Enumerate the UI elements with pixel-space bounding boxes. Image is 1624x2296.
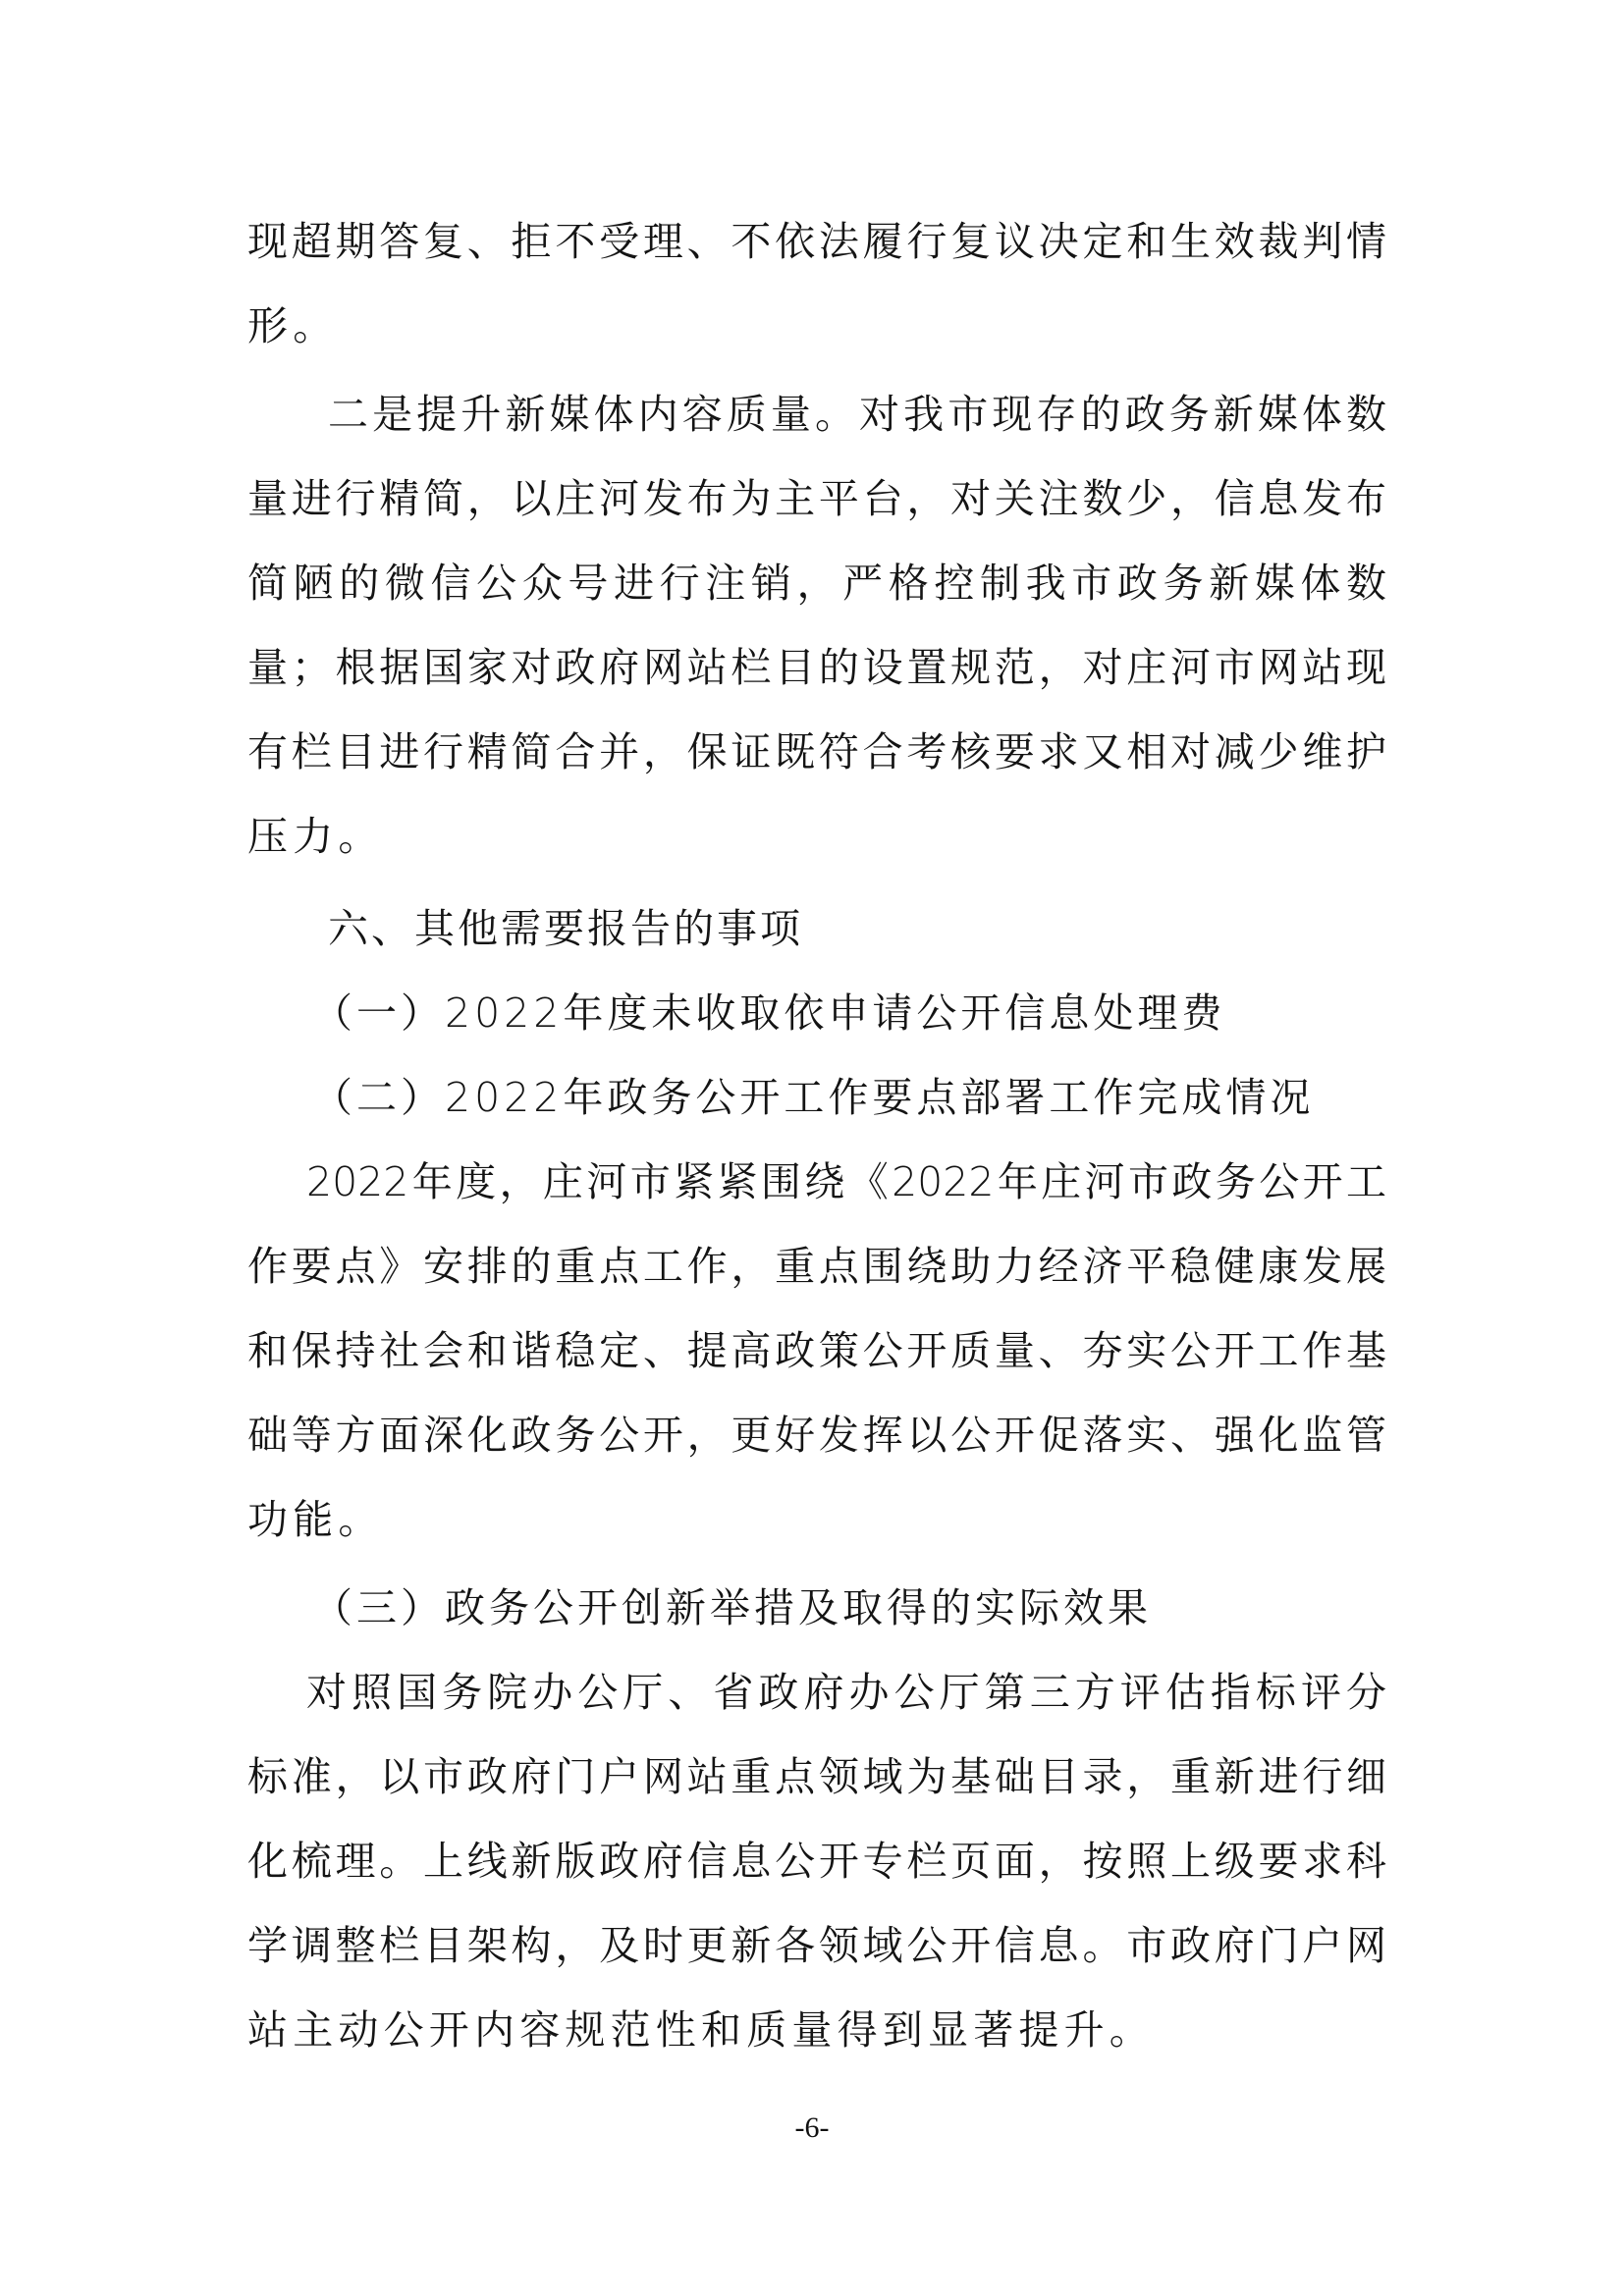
body-text-line: 学调整栏目架构，及时更新各领域公开信息。市政府门户网	[247, 1922, 1386, 1969]
body-text-line: 形。	[247, 302, 339, 349]
section-heading: 六、其他需要报告的事项	[328, 905, 803, 952]
body-text-line: 作要点》安排的重点工作，重点围绕助力经济平稳健康发展	[247, 1243, 1386, 1290]
body-text-line: 对照国务院办公厅、省政府办公厅第三方评估指标评分	[306, 1669, 1386, 1716]
subsection-heading: （一）2022年度未收取依申请公开信息处理费	[312, 989, 1226, 1037]
body-text-line: 站主动公开内容规范性和质量得到显著提升。	[247, 2006, 1155, 2054]
subsection-heading: （三）政务公开创新举措及取得的实际效果	[312, 1584, 1152, 1631]
body-text-line: 2022年度，庄河市紧紧围绕《2022年庄河市政务公开工	[306, 1158, 1386, 1205]
body-text-line: 现超期答复、拒不受理、不依法履行复议决定和生效裁判情	[247, 218, 1386, 265]
body-text-line: 量进行精简，以庄河发布为主平台，对关注数少，信息发布	[247, 475, 1386, 522]
body-text-line: 简陋的微信公众号进行注销，严格控制我市政务新媒体数	[247, 560, 1386, 607]
body-text-line: 二是提升新媒体内容质量。对我市现存的政务新媒体数	[328, 391, 1386, 438]
body-text-line: 功能。	[247, 1496, 384, 1543]
body-text-line: 和保持社会和谐稳定、提高政策公开质量、夯实公开工作基	[247, 1327, 1386, 1374]
body-text-line: 标准，以市政府门户网站重点领域为基础目录，重新进行细	[247, 1753, 1386, 1800]
page-number: -6-	[794, 2111, 830, 2144]
body-text-line: 有栏目进行精简合并，保证既符合考核要求又相对减少维护	[247, 728, 1386, 775]
body-text-line: 化梳理。上线新版政府信息公开专栏页面，按照上级要求科	[247, 1838, 1386, 1885]
body-text-line: 础等方面深化政务公开，更好发挥以公开促落实、强化监管	[247, 1412, 1386, 1459]
body-text-line: 量；根据国家对政府网站栏目的设置规范，对庄河市网站现	[247, 644, 1386, 691]
body-text-line: 压力。	[247, 813, 384, 860]
subsection-heading: （二）2022年政务公开工作要点部署工作完成情况	[312, 1074, 1315, 1121]
